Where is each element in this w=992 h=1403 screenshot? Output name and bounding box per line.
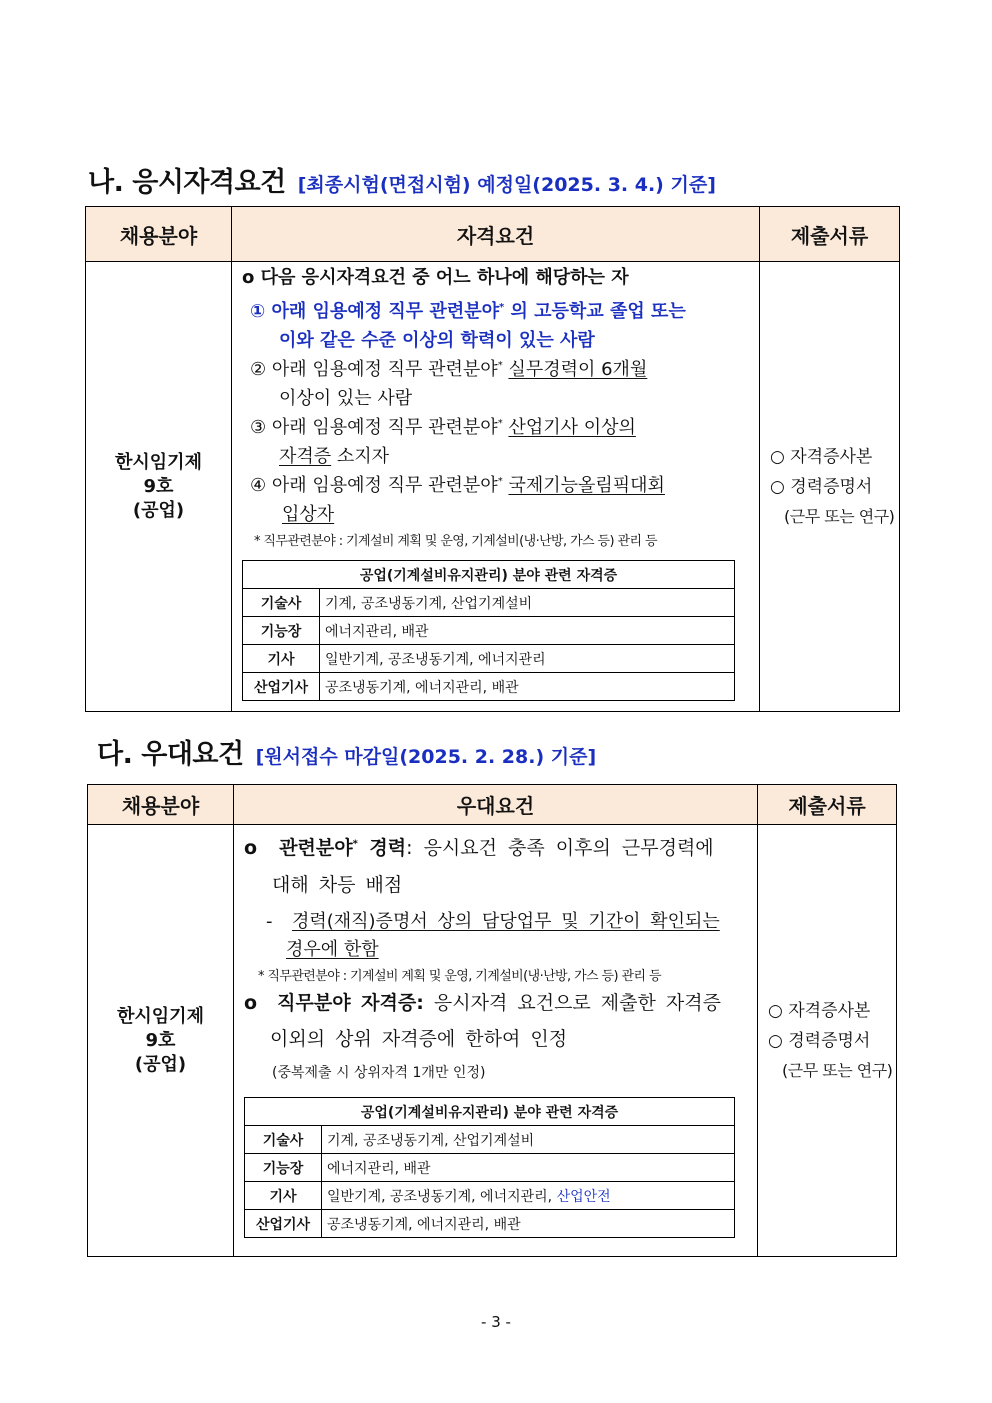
intro-line: o 다음 응시자격요건 중 어느 하나에 해당하는 자 [242,267,629,288]
pref-item-2: o 직무분야 자격증: 응시자격 요건으로 제출한 자격증 [244,992,721,1014]
item-1: ① 아래 임용예정 직무 관련분야* 의 고등학교 졸업 또는 [250,301,686,322]
item-3-cont: 자격증 소지자 [279,446,390,467]
pref-item-2-cont: 이외의 상위 자격증에 한하여 인정 [270,1028,568,1050]
table-row: 산업기사 공조냉동기계, 에너지관리, 배관 [245,1210,735,1238]
item-4-cont: 입상자 [282,504,335,525]
header-requirement: 자격요건 [232,207,760,262]
cert-table-title: 공업(기계설비유지관리) 분야 관련 자격증 [243,561,735,589]
footnote: * 직무관련분야 : 기계설비 계획 및 운영, 기계설비(냉·난방, 가스 등) 관리 등 [258,969,661,984]
section-na-heading [88,160,716,199]
documents-cell: ○ 자격증사본 ○ 경력증명서 (근무 또는 연구) [758,825,897,1257]
documents-cell: ○ 자격증사본 ○ 경력증명서 (근무 또는 연구) [760,262,900,712]
item-2: ② 아래 임용예정 직무 관련분야* 실무경력이 6개월 [250,359,648,380]
pref-item-1-sub-cont: 경우에 한함 [286,939,379,960]
cert-table-title: 공업(기계설비유지관리) 분야 관련 자격증 [245,1098,735,1126]
header-field: 채용분야 [88,785,234,825]
section-da-heading [97,732,596,771]
qualification-table [85,206,900,712]
table-row: 기술사 기계, 공조냉동기계, 산업기계설비 [245,1126,735,1154]
requirement-cell [232,262,760,712]
header-field: 채용분야 [86,207,232,262]
pref-item-2-note: (중복제출 시 상위자격 1개만 인정) [272,1065,486,1081]
preference-cell [234,825,758,1257]
section-da-title: 다. 우대요건 [97,739,244,770]
section-na-title: 나. 응시자격요건 [88,167,286,198]
table-row: 기술사 기계, 공조냉동기계, 산업기계설비 [243,589,735,617]
preference-table [87,784,897,1257]
page-number: - 3 - [481,1313,511,1331]
table-row: 기사 일반기계, 공조냉동기계, 에너지관리, 산업안전 [245,1182,735,1210]
pref-item-1: o 관련분야* 경력: 응시요건 충족 이후의 근무경력에 [244,837,714,859]
header-documents: 제출서류 [758,785,897,825]
section-na-note: [최종시험(면접시험) 예정일(2025. 3. 4.) 기준] [297,174,716,196]
cert-table [244,1097,735,1238]
header-requirement: 우대요건 [234,785,758,825]
table-row: 기사 일반기계, 공조냉동기계, 에너지관리 [243,645,735,673]
table-row: 기능장 에너지관리, 배관 [245,1154,735,1182]
section-da-note: [원서접수 마감일(2025. 2. 28.) 기준] [255,746,597,768]
footnote: * 직무관련분야 : 기계설비 계획 및 운영, 기계설비(냉·난방, 가스 등) 관리 등 [254,534,657,549]
table-row: 산업기사 공조냉동기계, 에너지관리, 배관 [243,673,735,701]
pref-item-1-cont: 대해 차등 배점 [272,874,403,896]
item-2-cont: 이상이 있는 사람 [279,388,413,409]
item-1-cont: 이와 같은 수준 이상의 학력이 있는 사람 [279,330,595,351]
item-4: ④ 아래 임용예정 직무 관련분야* 국제기능올림픽대회 [250,475,665,496]
pref-item-1-sub: - 경력(재직)증명서 상의 담당업무 및 기간이 확인되는 [266,911,720,932]
field-cell: 한시임기제 9호 (공업) [88,825,234,1257]
table-row: 기능장 에너지관리, 배관 [243,617,735,645]
cert-table [242,560,735,701]
field-cell: 한시임기제 9호 (공업) [86,262,232,712]
header-documents: 제출서류 [760,207,900,262]
item-3: ③ 아래 임용예정 직무 관련분야* 산업기사 이상의 [250,417,636,438]
